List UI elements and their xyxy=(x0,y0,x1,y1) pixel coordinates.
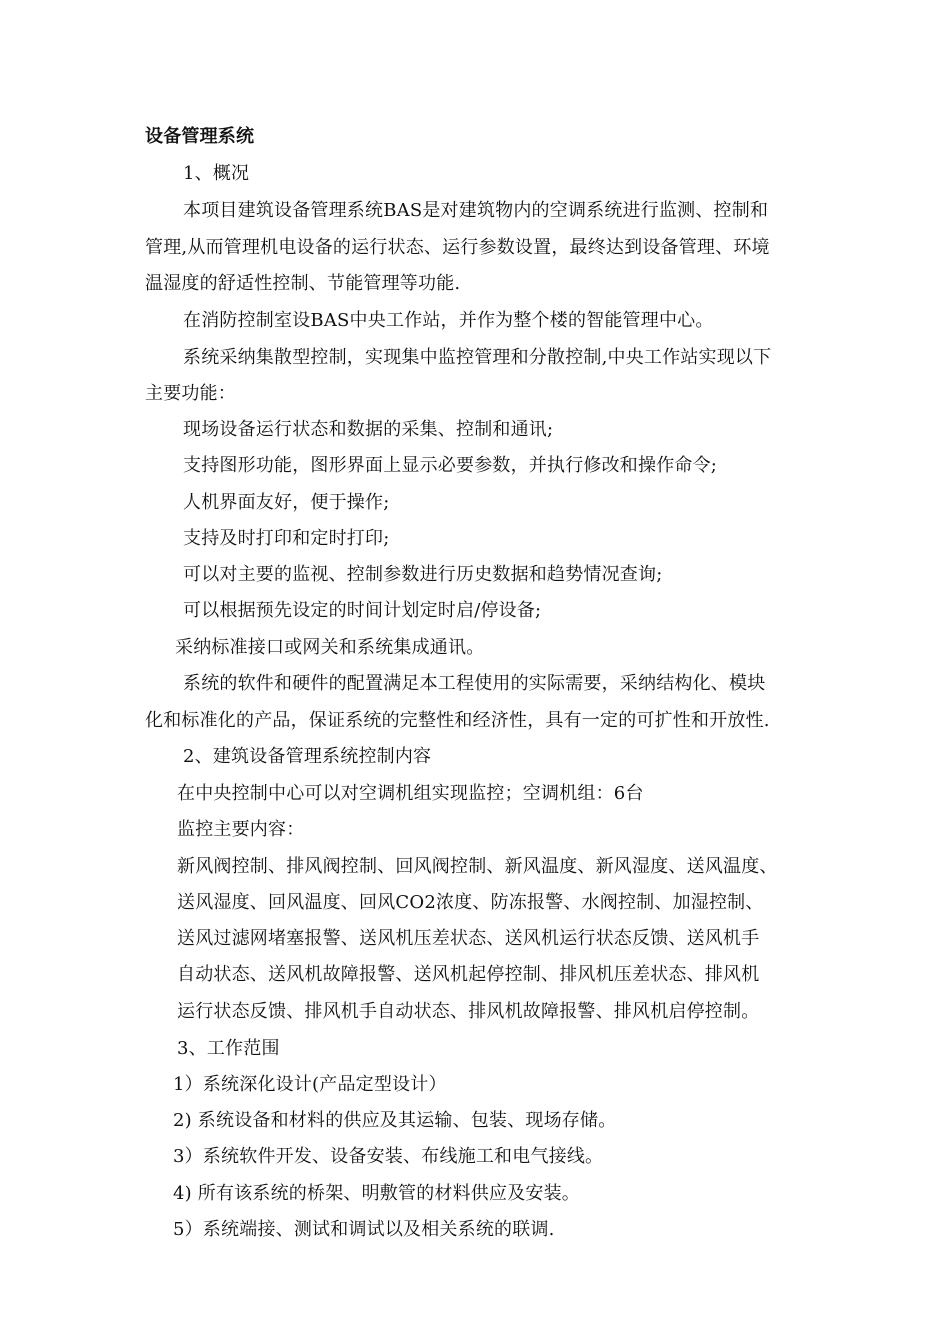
workstation-paragraph: 在消防控制室设BAS中央工作站，并作为整个楼的智能管理中心。 xyxy=(183,310,714,331)
overview-paragraph-line: 本项目建筑设备管理系统BAS是对建筑物内的空调系统进行监测、控制和 xyxy=(183,200,769,221)
document-title: 设备管理系统 xyxy=(145,126,255,147)
monitoring-item-line: 送风过滤网堵塞报警、送风机压差状态、送风机运行状态反馈、送风机手 xyxy=(177,928,760,949)
monitoring-content-label: 监控主要内容： xyxy=(177,819,305,840)
control-paragraph-line: 系统采纳集散型控制，实现集中监控管理和分散控制,中央工作站实现以下 xyxy=(183,347,772,368)
function-item: 人机界面友好，便于操作; xyxy=(183,492,390,513)
monitoring-item-line: 新风阀控制、排风阀控制、回风阀控制、新风温度、新风湿度、送风温度、 xyxy=(177,856,778,877)
control-paragraph-line: 主要功能： xyxy=(145,383,236,404)
monitoring-item-line: 自动状态、送风机故障报警、送风机起停控制、排风机压差状态、排风机 xyxy=(177,964,760,985)
monitoring-item-line: 运行状态反馈、排风机手自动状态、排风机故障报警、排风机启停控制。 xyxy=(177,1001,760,1022)
config-paragraph-line: 化和标准化的产品，保证系统的完整性和经济性，具有一定的可扩性和开放性. xyxy=(145,710,770,731)
function-item: 可以根据预先设定的时间计划定时启/停设备; xyxy=(183,600,542,621)
scope-item: 5）系统端接、测试和调试以及相关系统的联调. xyxy=(173,1219,555,1240)
scope-item: 4) 所有该系统的桥架、明敷管的材料供应及安装。 xyxy=(173,1183,580,1204)
function-item: 可以对主要的监视、控制参数进行历史数据和趋势情况查询; xyxy=(183,564,663,585)
scope-item: 1）系统深化设计(产品定型设计） xyxy=(173,1074,447,1095)
function-item: 采纳标准接口或网关和系统集成通讯。 xyxy=(175,637,485,658)
scope-item: 3）系统软件开发、设备安装、布线施工和电气接线。 xyxy=(173,1146,604,1167)
function-item: 支持图形功能，图形界面上显示必要参数，并执行修改和操作命令; xyxy=(183,455,718,476)
section-2-heading: 2、建筑设备管理系统控制内容 xyxy=(183,746,432,767)
overview-paragraph-line: 管理,从而管理机电设备的运行状态、运行参数设置，最终达到设备管理、环境 xyxy=(145,237,770,258)
section-1-heading: 1、概况 xyxy=(183,163,250,184)
scope-item: 2) 系统设备和材料的供应及其运输、包装、现场存储。 xyxy=(173,1110,617,1131)
function-item: 现场设备运行状态和数据的采集、控制和通讯; xyxy=(183,419,554,440)
config-paragraph-line: 系统的软件和硬件的配置满足本工程使用的实际需要，采纳结构化、模块 xyxy=(183,673,766,694)
monitoring-item-line: 送风湿度、回风温度、回风CO2浓度、防冻报警、水阀控制、加湿控制、 xyxy=(177,892,764,913)
section-3-heading: 3、工作范围 xyxy=(177,1038,280,1059)
monitoring-scope-line: 在中央控制中心可以对空调机组实现监控；空调机组：6台 xyxy=(177,783,644,804)
overview-paragraph-line: 温湿度的舒适性控制、节能管理等功能. xyxy=(145,273,461,294)
function-item: 支持及时打印和定时打印; xyxy=(183,528,390,549)
